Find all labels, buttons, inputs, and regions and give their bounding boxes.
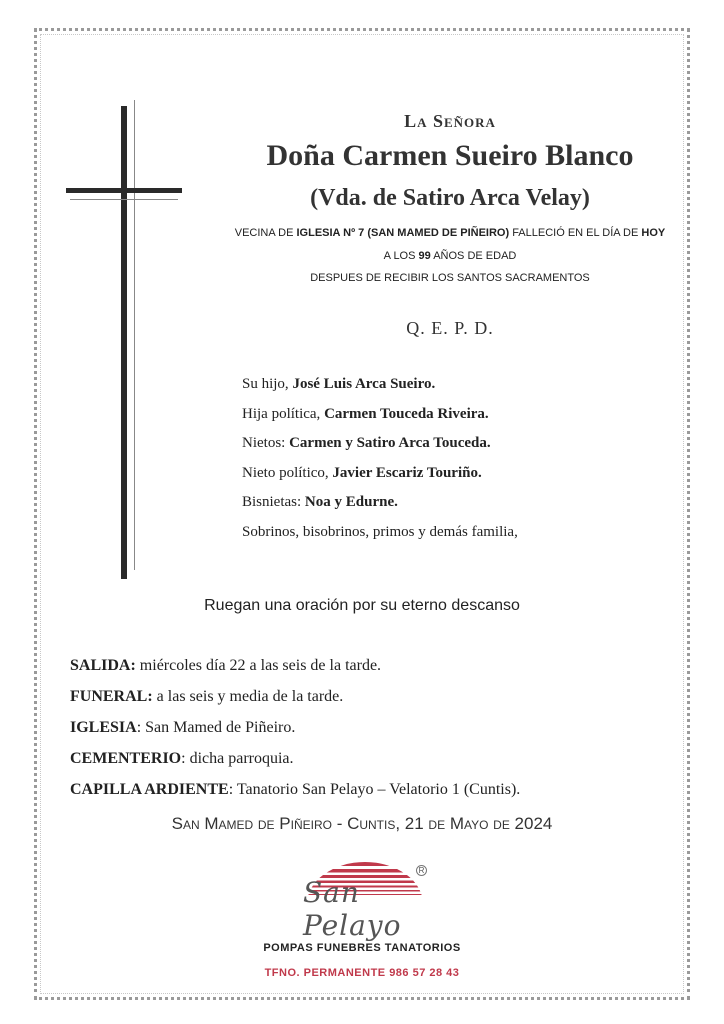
company-name: POMPAS FUNEBRES TANATORIOS [263, 942, 461, 954]
family-line: Su hijo, José Luis Arca Sueiro. [242, 376, 436, 392]
info-salida: SALIDA: miércoles día 22 a las seis de la tarde. [70, 657, 382, 674]
widow-of: (Vda. de Satiro Arca Velay) [310, 185, 590, 211]
family-line: Hija política, Carmen Touceda Riveira. [242, 406, 489, 422]
age-line: A LOS 99 AÑOS DE EDAD [383, 250, 517, 262]
prayer-request: Ruegan una oración por su eterno descanso [204, 597, 520, 614]
family-line: Sobrinos, bisobrinos, primos y demás familia, [242, 524, 518, 540]
inner-dotted-border [40, 34, 684, 994]
info-iglesia: IGLESIA: San Mamed de Piñeiro. [70, 719, 296, 736]
info-cementerio: CEMENTERIO: dicha parroquia. [70, 750, 294, 767]
deceased-name: Doña Carmen Sueiro Blanco [266, 139, 634, 172]
title-prefix: La Señora [404, 111, 496, 131]
registered-mark: R [416, 865, 427, 876]
cross-vertical-line [134, 100, 135, 570]
family-line: Bisnietas: Noa y Edurne. [242, 494, 398, 510]
cross-vertical-beam [121, 106, 127, 579]
residence-line: VECINA DE IGLESIA Nº 7 (SAN MAMED DE PIÑEIRO) FALLECIÓ EN EL DÍA DE HOY [234, 227, 666, 239]
phone-number: TFNO. PERMANENTE 986 57 28 43 [264, 967, 460, 979]
sacraments-line: DESPUES DE RECIBIR LOS SANTOS SACRAMENTOS [310, 272, 590, 284]
logo-text: San Pelayo [303, 876, 402, 942]
family-line: Nieto político, Javier Escariz Touriño. [242, 465, 482, 481]
cross-horizontal-line [70, 199, 178, 200]
info-funeral: FUNERAL: a las seis y media de la tarde. [70, 688, 344, 705]
place-date: San Mamed de Piñeiro - Cuntis, 21 de Mayo de 2024 [171, 814, 553, 833]
cross-horizontal-beam [66, 188, 182, 193]
family-line: Nietos: Carmen y Satiro Arca Touceda. [242, 435, 491, 451]
info-capilla: CAPILLA ARDIENTE: Tanatorio San Pelayo – Velatorio 1 (Cuntis). [70, 781, 521, 798]
qepd: Q. E. P. D. [406, 318, 494, 338]
